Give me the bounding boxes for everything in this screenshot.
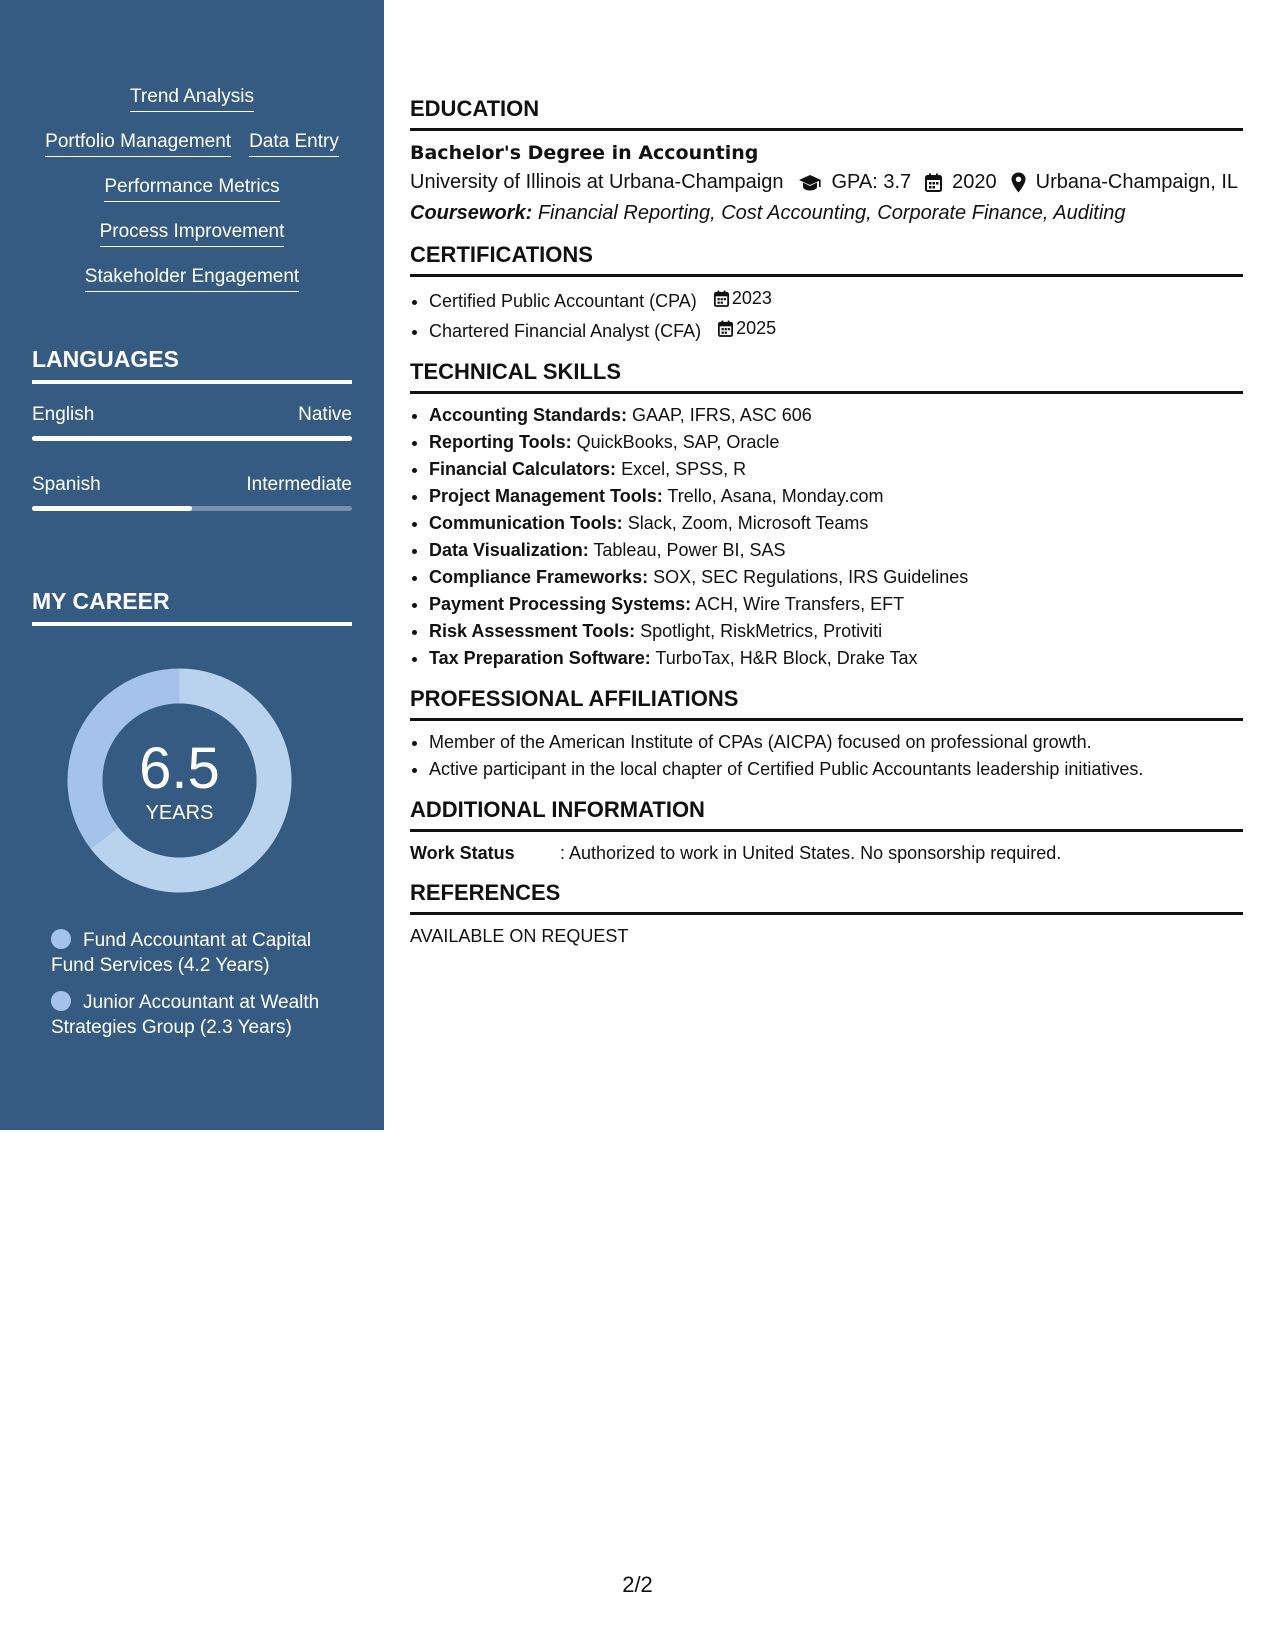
additional-info-section (410, 797, 1243, 866)
language-bar-track (32, 506, 352, 511)
language-bar-track (32, 436, 352, 441)
skill-category: Project Management Tools: (429, 486, 663, 506)
section-title: ADDITIONAL INFORMATION (410, 797, 1243, 832)
skill-tag: Portfolio Management (45, 131, 231, 157)
section-title: TECHNICAL SKILLS (410, 359, 1243, 394)
skill-item (429, 564, 1243, 591)
skill-category: Communication Tools: (429, 513, 623, 533)
skill-item (429, 537, 1243, 564)
skill-tag: Stakeholder Engagement (85, 266, 299, 292)
certification-year: 2025 (736, 318, 777, 338)
career-total-years: 6.5 (139, 736, 220, 801)
skill-item (429, 402, 1243, 429)
affiliation-item: • Member of the American Institute of CPAs (AICPA) focused on professional growth. (429, 729, 1243, 756)
education-details (410, 167, 1243, 198)
work-status-value: : Authorized to work in United States. No sponsorship required. (560, 843, 1062, 863)
skill-item (429, 645, 1243, 672)
certification-item (429, 315, 1243, 345)
gpa: GPA: 3.7 (831, 171, 912, 193)
section-title: EDUCATION (410, 96, 1243, 131)
skill-item (429, 429, 1243, 456)
references-text: AVAILABLE ON REQUEST (410, 926, 629, 946)
language-bar-fill (32, 506, 192, 511)
legend-dot-icon (51, 991, 71, 1011)
calendar-icon (925, 173, 942, 192)
coursework-list: Financial Reporting, Cost Accounting, Corporate Finance, Auditing (537, 202, 1126, 224)
certifications-list (410, 285, 1243, 345)
legend-dot-icon (51, 929, 71, 949)
certification-name: Chartered Financial Analyst (CFA) (429, 321, 702, 341)
skill-values: Slack, Zoom, Microsoft Teams (627, 513, 869, 533)
technical-skills-section (410, 359, 1243, 672)
skill-category: Reporting Tools: (429, 432, 572, 452)
skill-item (429, 591, 1243, 618)
affiliations-list (410, 729, 1243, 783)
skill-item (429, 483, 1243, 510)
career-legend (51, 928, 341, 1052)
references-section (410, 880, 1243, 949)
work-status-row (410, 840, 1243, 866)
coursework-label: Coursework: (410, 202, 533, 224)
language-name: English (32, 404, 95, 425)
skill-values: Spotlight, RiskMetrics, Protiviti (640, 621, 883, 641)
language-level: Native (298, 404, 352, 425)
skill-category: Compliance Frameworks: (429, 567, 649, 587)
calendar-icon (714, 290, 729, 307)
graduation-cap-icon (798, 174, 822, 192)
skill-tag: Performance Metrics (104, 176, 279, 202)
affiliation-item: • Active participant in the local chapter of Certified Public Accountants leadership initiatives. (429, 756, 1243, 783)
language-spanish (32, 474, 352, 511)
career-entry-text: Fund Accountant at Capital Fund Services (4.2 Years) (51, 930, 312, 976)
school-location: Urbana-Champaign, IL (1035, 171, 1239, 193)
school-name: University of Illinois at Urbana-Champaign (410, 171, 784, 193)
degree-title: Bachelor's Degree in Accounting (410, 142, 759, 164)
skill-category: Tax Preparation Software: (429, 648, 651, 668)
graduation-year: 2020 (952, 171, 997, 193)
affiliations-section (410, 686, 1243, 783)
skill-tag: Trend Analysis (130, 86, 254, 112)
skill-category: Data Visualization: (429, 540, 589, 560)
career-entry (51, 928, 341, 978)
language-bar-fill (32, 436, 352, 441)
languages-heading: LANGUAGES (32, 346, 352, 384)
career-donut-chart (67, 668, 292, 893)
skill-row (0, 86, 384, 131)
skill-category: Accounting Standards: (429, 405, 628, 425)
skill-category: Financial Calculators: (429, 459, 617, 479)
skill-item (429, 456, 1243, 483)
skill-values: Excel, SPSS, R (621, 459, 747, 479)
sidebar (0, 0, 384, 1130)
career-years-unit: YEARS (145, 802, 214, 824)
section-title: CERTIFICATIONS (410, 242, 1243, 277)
career-entry (51, 990, 341, 1040)
skill-values: ACH, Wire Transfers, EFT (695, 594, 905, 614)
certification-item (429, 285, 1243, 315)
coursework (410, 198, 1243, 228)
skill-values: Tableau, Power BI, SAS (593, 540, 786, 560)
certifications-section (410, 242, 1243, 345)
skill-row (0, 266, 384, 311)
main-content (410, 96, 1243, 963)
language-english (32, 404, 352, 441)
skill-category: Payment Processing Systems: (429, 594, 692, 614)
skill-row (0, 131, 384, 176)
technical-skills-list (410, 402, 1243, 672)
skill-row (0, 176, 384, 221)
skill-row (0, 221, 384, 266)
section-title: REFERENCES (410, 880, 1243, 915)
work-status-label: Work Status (410, 843, 515, 863)
career-heading: MY CAREER (32, 588, 352, 626)
location-pin-icon (1011, 172, 1026, 193)
page-number: 2/2 (622, 1572, 653, 1597)
skill-item (429, 510, 1243, 537)
skill-values: GAAP, IFRS, ASC 606 (632, 405, 812, 425)
skills-tag-cloud (0, 86, 384, 311)
certification-name: Certified Public Accountant (CPA) (429, 291, 697, 311)
skill-tag: Process Improvement (100, 221, 285, 247)
skill-values: QuickBooks, SAP, Oracle (576, 432, 780, 452)
skill-values: TurboTax, H&R Block, Drake Tax (655, 648, 918, 668)
language-name: Spanish (32, 474, 101, 495)
language-level: Intermediate (246, 474, 352, 495)
education-section (410, 96, 1243, 228)
career-entry-text: Junior Accountant at Wealth Strategies Group (2.3 Years) (51, 992, 320, 1038)
certification-year: 2023 (731, 288, 772, 308)
skill-tag: Data Entry (249, 131, 339, 157)
skill-item (429, 618, 1243, 645)
calendar-icon (718, 320, 733, 337)
skill-values: SOX, SEC Regulations, IRS Guidelines (653, 567, 969, 587)
section-title: PROFESSIONAL AFFILIATIONS (410, 686, 1243, 721)
skill-category: Risk Assessment Tools: (429, 621, 636, 641)
skill-values: Trello, Asana, Monday.com (667, 486, 884, 506)
